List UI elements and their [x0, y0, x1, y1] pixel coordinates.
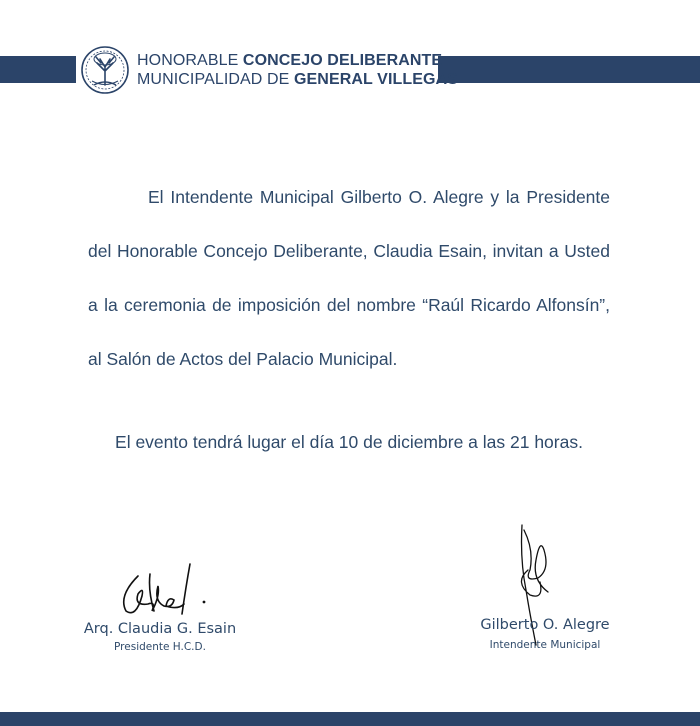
event-paragraph: El evento tendrá lugar el día 10 de diciembre a las 21 horas. [115, 432, 583, 452]
institution-header [137, 51, 458, 89]
header-line-1-bold: CONCEJO DELIBERANTE [242, 52, 443, 69]
header-line-2-bold: GENERAL VILLEGAS [293, 71, 458, 88]
signer-title-right: Intendente Municipal [489, 639, 601, 651]
signer-name-left: Arq. Claudia G. Esain [83, 621, 237, 637]
header-line-1-regular: HONORABLE [137, 52, 243, 69]
signature-left [108, 556, 218, 626]
invitation-text: El Intendente Municipal Gilberto O. Alegre y la Presidente del Honorable Concejo Deliberante, Claudia Esain, invitan a Usted a la ceremonia de imposición del nombre “Raúl Ricardo Alfonsín”, al Salón de Actos del Palacio Municipal. [88, 187, 610, 369]
header-bar-left [0, 56, 76, 83]
invitation-paragraph [88, 170, 610, 386]
signer-title-left: Presidente H.C.D. [114, 641, 206, 653]
signer-name-right: Gilberto O. Alegre [480, 617, 610, 633]
header-line-2 [137, 70, 458, 89]
municipal-seal-icon [80, 41, 130, 99]
header-bar-right [438, 56, 700, 83]
footer-bar [0, 712, 700, 726]
header-line-2-regular: MUNICIPALIDAD DE [137, 71, 294, 88]
header-line-1 [137, 51, 458, 70]
